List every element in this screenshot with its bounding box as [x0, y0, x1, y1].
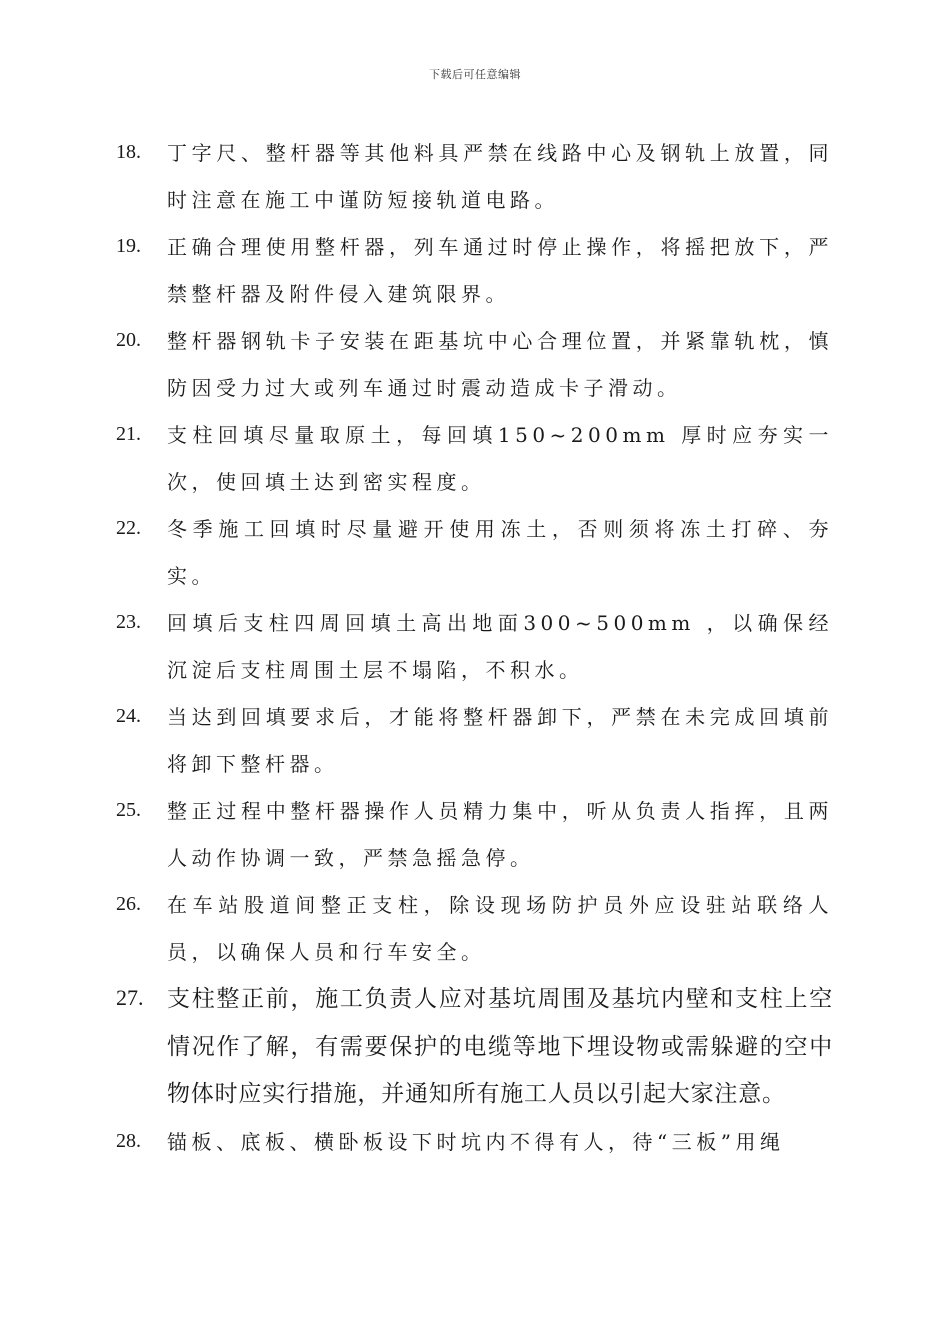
list-item	[0, 694, 950, 788]
item-number: 23.	[116, 611, 141, 633]
item-number: 19.	[116, 235, 141, 257]
list-item	[0, 224, 950, 318]
item-number: 26.	[116, 893, 141, 915]
page-header: 下载后可任意编辑	[429, 68, 521, 81]
list-item	[0, 506, 950, 600]
item-text: 回填后支柱四周回填土高出地面300~500mm ，以确保经沉淀后支柱周围土层不塌陷，不积水。	[167, 611, 833, 682]
item-text: 在车站股道间整正支柱，除设现场防护员外应设驻站联络人员，以确保人员和行车安全。	[167, 893, 833, 964]
list-item	[0, 130, 950, 224]
item-number: 28.	[116, 1129, 141, 1152]
list-item	[0, 412, 950, 506]
item-text: 整正过程中整杆器操作人员精力集中，听从负责人指挥，且两人动作协调一致，严禁急摇急停。	[167, 799, 833, 870]
item-number: 21.	[116, 423, 141, 445]
safety-rules-list	[0, 130, 950, 1166]
item-text: 支柱整正前，施工负责人应对基坑周围及基坑内壁和支柱上空情况作了解，有需要保护的电缆等地下埋设物或需躲避的空中物体时应实行措施，并通知所有施工人员以引起大家注意。	[167, 986, 833, 1107]
item-number: 24.	[116, 705, 141, 727]
item-number: 22.	[116, 517, 141, 539]
item-text: 锚板、底板、横卧板设下时坑内不得有人，待“三板”用绳	[167, 1129, 785, 1154]
list-item	[0, 976, 950, 1119]
item-number: 27.	[116, 985, 144, 1010]
item-text: 整杆器钢轨卡子安装在距基坑中心合理位置，并紧靠轨枕，慎防因受力过大或列车通过时震动造成卡子滑动。	[167, 329, 833, 400]
item-number: 20.	[116, 329, 141, 351]
list-item	[0, 788, 950, 882]
list-item	[0, 318, 950, 412]
item-number: 18.	[116, 141, 141, 163]
list-item	[0, 882, 950, 976]
list-item	[0, 600, 950, 694]
item-text: 正确合理使用整杆器，列车通过时停止操作，将摇把放下，严禁整杆器及附件侵入建筑限界。	[167, 235, 833, 306]
item-text: 丁字尺、整杆器等其他料具严禁在线路中心及钢轨上放置，同时注意在施工中谨防短接轨道电路。	[167, 141, 833, 212]
item-number: 25.	[116, 799, 141, 821]
list-item	[0, 1119, 950, 1166]
item-text: 当达到回填要求后，才能将整杆器卸下，严禁在未完成回填前将卸下整杆器。	[167, 705, 833, 776]
item-text: 支柱回填尽量取原土，每回填150~200mm 厚时应夯实一次，使回填土达到密实程度。	[167, 423, 833, 494]
item-text: 冬季施工回填时尽量避开使用冻土，否则须将冻土打碎、夯实。	[167, 517, 833, 588]
